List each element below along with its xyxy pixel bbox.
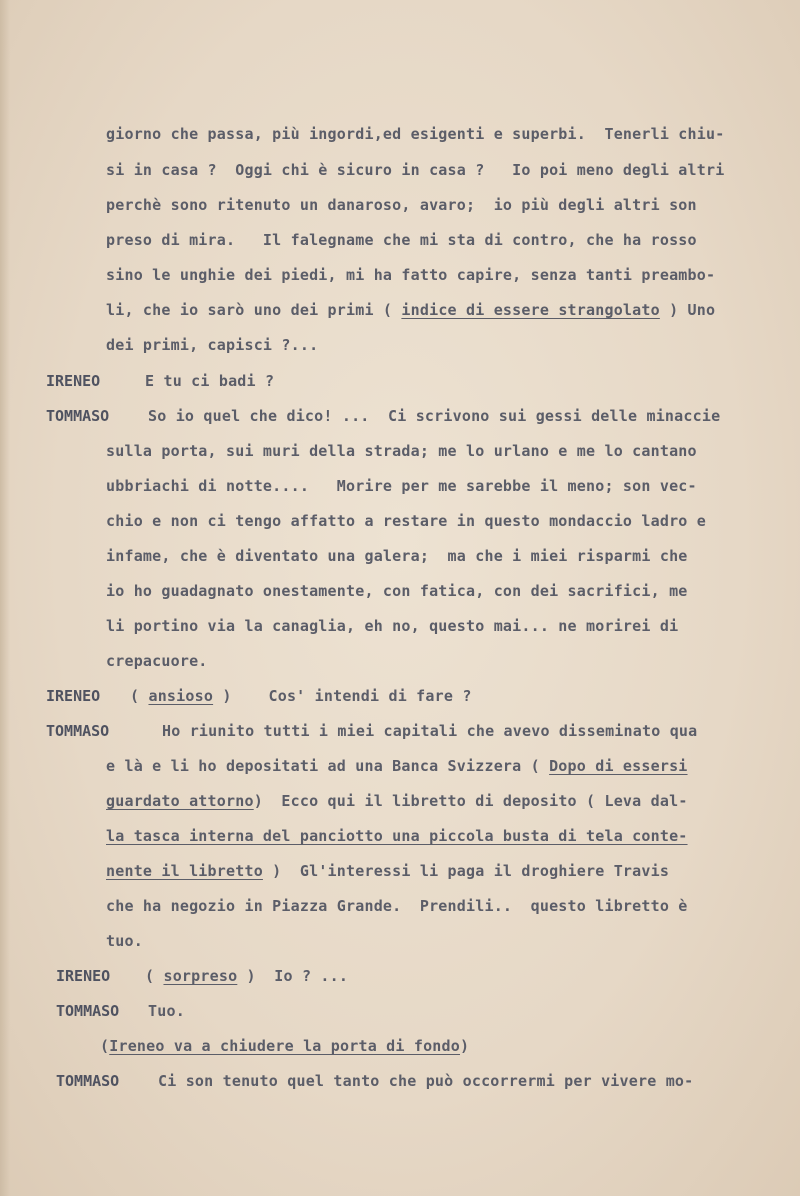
text-line: e là e li ho depositati ad una Banca Svizzera ( Dopo di essersi — [106, 757, 688, 775]
text-line: sino le unghie dei piedi, mi ha fatto capire, senza tanti preambo- — [106, 266, 716, 284]
text-line: ( sorpreso ) Io ? ... — [145, 967, 349, 985]
speaker-name: TOMMASO — [56, 1072, 120, 1090]
text-line: ubbriachi di notte.... Morire per me sarebbe il meno; son vec- — [106, 477, 697, 495]
stage-direction: nente il libretto — [106, 862, 263, 880]
speaker-name: IRENEO — [46, 372, 101, 390]
stage-direction: indice di essere strangolato — [401, 301, 660, 319]
text-line: io ho guadagnato onestamente, con fatica, con dei sacrifici, me — [106, 582, 688, 600]
text-line: perchè sono ritenuto un danaroso, avaro; io più degli altri son — [106, 196, 697, 214]
text-line: giorno che passa, più ingordi,ed esigenti e superbi. Tenerli chiu- — [106, 125, 725, 143]
speaker-name: TOMMASO — [46, 722, 110, 740]
text-line: guardato attorno) Ecco qui il libretto di deposito ( Leva dal- — [106, 792, 688, 810]
text-line: sulla porta, sui muri della strada; me lo urlano e me lo cantano — [106, 442, 697, 460]
text-line: Tuo. — [148, 1002, 185, 1020]
speaker-name: TOMMASO — [56, 1002, 120, 1020]
text-line: nente il libretto ) Gl'interessi li paga il droghiere Travis — [106, 862, 670, 880]
text-line: crepacuore. — [106, 652, 208, 670]
text-line: dei primi, capisci ?... — [106, 336, 319, 354]
text-line: li, che io sarò uno dei primi ( indice di essere strangolato ) Uno — [106, 301, 716, 319]
stage-direction: Ireneo va a chiudere la porta di fondo — [109, 1037, 461, 1055]
text-line: si in casa ? Oggi chi è sicuro in casa ? Io poi meno degli altri — [106, 161, 725, 179]
text-line: ( ansioso ) Cos' intendi di fare ? — [130, 687, 472, 705]
text-line: che ha negozio in Piazza Grande. Prendili.. questo libretto è — [106, 897, 688, 915]
stage-direction-line: (Ireneo va a chiudere la porta di fondo) — [100, 1037, 470, 1055]
stage-direction: ansioso — [148, 687, 214, 705]
text-line: tuo. — [106, 932, 143, 950]
text-line — [106, 826, 688, 846]
speaker-name: IRENEO — [46, 687, 101, 705]
text-line: Ci son tenuto quel tanto che può occorrermi per vivere mo- — [158, 1072, 694, 1090]
stage-direction: sorpreso — [163, 967, 238, 985]
text-line: Ho riunito tutti i miei capitali che avevo disseminato qua — [162, 722, 698, 740]
text-line: E tu ci badi ? — [145, 372, 275, 390]
stage-direction: guardato attorno — [106, 792, 254, 810]
text-line: preso di mira. Il falegname che mi sta di contro, che ha rosso — [106, 231, 697, 249]
text-line: infame, che è diventato una galera; ma che i miei risparmi che — [106, 547, 688, 565]
speaker-name: IRENEO — [56, 967, 111, 985]
speaker-name: TOMMASO — [46, 407, 110, 425]
stage-direction: la tasca interna del panciotto una piccola busta di tela conte- — [106, 827, 688, 845]
page-edge-shadow — [0, 0, 10, 1196]
text-line: chio e non ci tengo affatto a restare in questo mondaccio ladro e — [106, 512, 706, 530]
stage-direction: Dopo di essersi — [549, 757, 688, 775]
text-line: li portino via la canaglia, eh no, questo mai... ne morirei di — [106, 617, 679, 635]
text-line: So io quel che dico! ... Ci scrivono sui gessi delle minaccie — [148, 407, 721, 425]
